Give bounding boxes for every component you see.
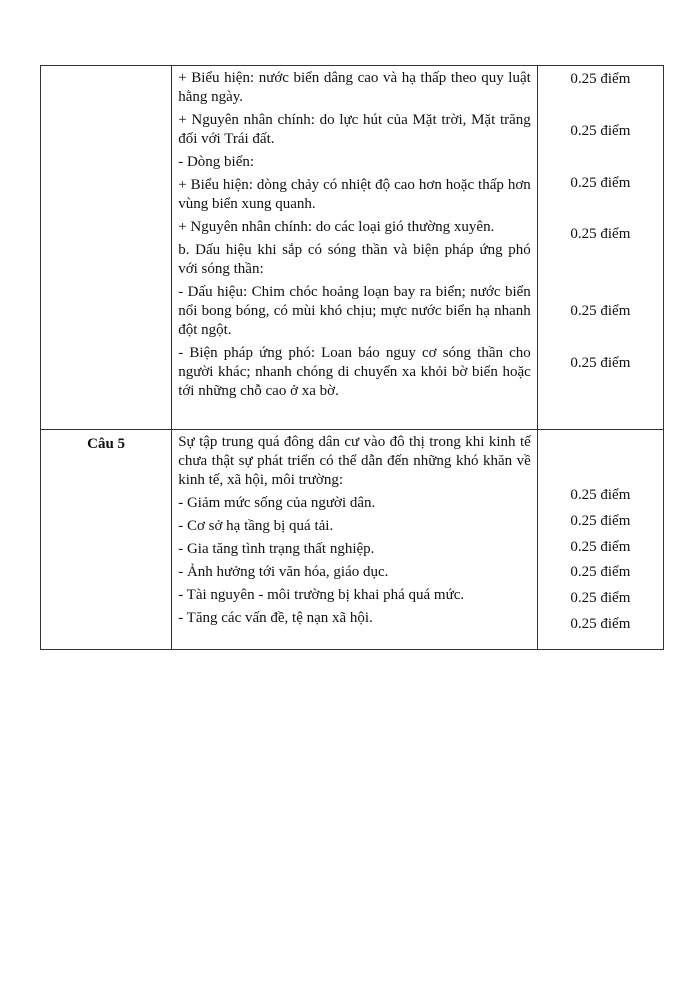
question-cell <box>41 66 172 430</box>
answer-line: - Giảm mức sống của người dân. <box>178 495 376 511</box>
score-value: 0.25 điểm <box>570 487 631 503</box>
question-label <box>41 66 171 72</box>
score-value: 0.25 điểm <box>570 71 631 87</box>
answer-line: - Cơ sở hạ tầng bị quá tải. <box>178 518 334 534</box>
answer-line: - Dòng biển: <box>178 154 255 170</box>
answer-line: + Nguyên nhân chính: do lực hút của Mặt trời, Mặt trăng đối với Trái đất. <box>178 112 531 147</box>
score-value: 0.25 điểm <box>570 175 631 191</box>
table-row <box>41 66 664 430</box>
answer-line: + Biểu hiện: dòng chảy có nhiệt độ cao hơn hoặc thấp hơn vùng biển xung quanh. <box>178 177 531 212</box>
score-value: 0.25 điểm <box>570 226 631 242</box>
question-label: Câu 5 <box>87 436 126 452</box>
score-value: 0.25 điểm <box>570 539 631 555</box>
answer-line: - Ảnh hưởng tới văn hóa, giáo dục. <box>178 564 389 580</box>
answer-line: b. Dấu hiệu khi sắp có sóng thần và biện pháp ứng phó với sóng thần: <box>178 242 531 277</box>
score-value: 0.25 điểm <box>570 303 631 319</box>
answer-line: - Dấu hiệu: Chim chóc hoảng loạn bay ra biển; nước biển nổi bong bóng, có mùi khó chịu; mực nước biển hạ nhanh đột ngột. <box>178 284 531 338</box>
score-value: 0.25 điểm <box>570 123 631 139</box>
question-cell <box>41 430 172 650</box>
answer-line: Sự tập trung quá đông dân cư vào đô thị trong khi kinh tế chưa thật sự phát triển có thể dẫn đến những khó khăn về kinh tế, xã hội, môi trường: <box>178 434 531 488</box>
score-value: 0.25 điểm <box>570 355 631 371</box>
answer-line: - Tài nguyên - môi trường bị khai phá quá mức. <box>178 587 465 603</box>
score-cell <box>537 430 663 650</box>
answer-line: - Gia tăng tình trạng thất nghiệp. <box>178 541 375 557</box>
answer-line: - Tăng các vấn đề, tệ nạn xã hội. <box>178 610 373 626</box>
content-cell <box>172 66 538 430</box>
score-value: 0.25 điểm <box>570 513 631 529</box>
score-value: 0.25 điểm <box>570 564 631 580</box>
answer-line: - Biện pháp ứng phó: Loan báo nguy cơ sóng thần cho người khác; nhanh chóng di chuyển xa khỏi bờ biển hoặc tới những chỗ cao ở xa bờ. <box>178 345 531 399</box>
score-value: 0.25 điểm <box>570 616 631 632</box>
answer-table <box>40 65 664 650</box>
table-row <box>41 430 664 650</box>
score-value: 0.25 điểm <box>570 590 631 606</box>
answer-line: + Biểu hiện: nước biển dâng cao và hạ thấp theo quy luật hằng ngày. <box>178 70 531 105</box>
score-cell <box>537 66 663 430</box>
answer-line: + Nguyên nhân chính: do các loại gió thường xuyên. <box>178 219 495 235</box>
content-cell <box>172 430 538 650</box>
